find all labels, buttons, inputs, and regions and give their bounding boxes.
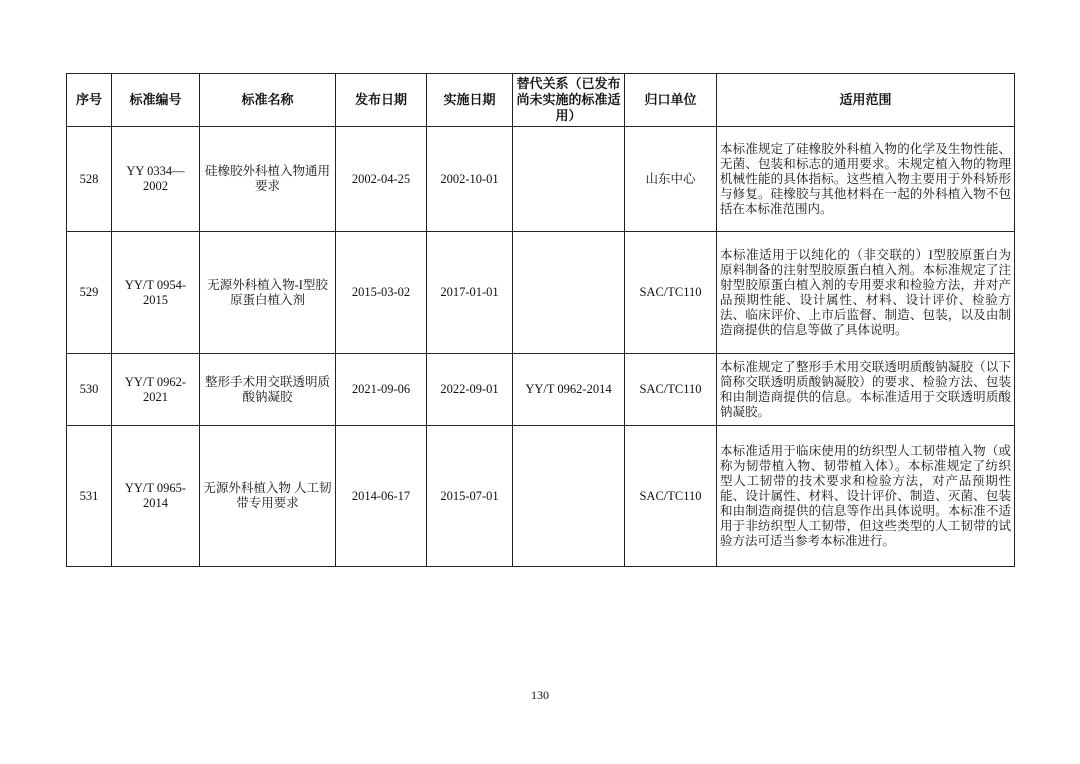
standards-table	[66, 73, 1015, 567]
table-row	[67, 354, 1015, 426]
cell-effective-date: 2002-10-01	[427, 127, 513, 232]
header-code: 标准编号	[112, 74, 200, 127]
table-row	[67, 232, 1015, 354]
cell-scope: 本标准规定了整形手术用交联透明质酸钠凝胶（以下简称交联透明质酸钠凝胶）的要求、检验方法、包装和由制造商提供的信息。本标准适用于交联透明质酸钠凝胶。	[717, 354, 1015, 426]
cell-name: 无源外科植入物-I型胶原蛋白植入剂	[200, 232, 336, 354]
page-number: 130	[531, 688, 549, 702]
cell-scope: 本标准规定了硅橡胶外科植入物的化学及生物性能、无菌、包装和标志的通用要求。未规定植入物的物理机械性能的具体指标。这些植入物主要用于外科矫形与修复。硅橡胶与其他材料在一起的外科植入物不包括在本标准范围内。	[717, 127, 1015, 232]
table-row	[67, 426, 1015, 567]
cell-scope: 本标准适用于临床使用的纺织型人工韧带植入物（或称为韧带植入物、韧带植入体）。本标准规定了纺织型人工韧带的技术要求和检验方法，对产品预期性能、设计属性、材料、设计评价、制造、灭菌、包装和由制造商提供的信息等作出具体说明。本标准不适用于非纺织型人工韧带，但这些类型的人工韧带的试验方法可适当参考本标准进行。	[717, 426, 1015, 567]
header-row	[67, 74, 1015, 127]
cell-seq: 530	[67, 354, 112, 426]
header-seq: 序号	[67, 74, 112, 127]
cell-unit: SAC/TC110	[625, 354, 717, 426]
cell-publish-date: 2015-03-02	[336, 232, 427, 354]
header-publish-date: 发布日期	[336, 74, 427, 127]
cell-replacement	[513, 232, 625, 354]
cell-publish-date: 2021-09-06	[336, 354, 427, 426]
cell-replacement	[513, 127, 625, 232]
cell-effective-date: 2017-01-01	[427, 232, 513, 354]
cell-unit: 山东中心	[625, 127, 717, 232]
header-scope: 适用范围	[717, 74, 1015, 127]
cell-name: 整形手术用交联透明质酸钠凝胶	[200, 354, 336, 426]
cell-code: YY/T 0954-2015	[112, 232, 200, 354]
cell-unit: SAC/TC110	[625, 426, 717, 567]
cell-code: YY 0334—2002	[112, 127, 200, 232]
cell-effective-date: 2022-09-01	[427, 354, 513, 426]
table-row	[67, 127, 1015, 232]
cell-publish-date: 2014-06-17	[336, 426, 427, 567]
header-replacement: 替代关系（已发布尚未实施的标准适用）	[513, 74, 625, 127]
cell-replacement: YY/T 0962-2014	[513, 354, 625, 426]
cell-name: 硅橡胶外科植入物通用要求	[200, 127, 336, 232]
cell-publish-date: 2002-04-25	[336, 127, 427, 232]
cell-name: 无源外科植入物 人工韧带专用要求	[200, 426, 336, 567]
cell-seq: 529	[67, 232, 112, 354]
cell-code: YY/T 0962-2021	[112, 354, 200, 426]
cell-scope: 本标准适用于以纯化的（非交联的）I型胶原蛋白为原料制备的注射型胶原蛋白植入剂。本标准规定了注射型胶原蛋白植入剂的专用要求和检验方法，并对产品预期性能、设计属性、材料、设计评价、检验方法、临床评价、上市后监督、制造、包装，以及由制造商提供的信息等做了具体说明。	[717, 232, 1015, 354]
cell-effective-date: 2015-07-01	[427, 426, 513, 567]
header-name: 标准名称	[200, 74, 336, 127]
cell-unit: SAC/TC110	[625, 232, 717, 354]
header-unit: 归口单位	[625, 74, 717, 127]
cell-code: YY/T 0965-2014	[112, 426, 200, 567]
header-effective-date: 实施日期	[427, 74, 513, 127]
cell-replacement	[513, 426, 625, 567]
cell-seq: 531	[67, 426, 112, 567]
cell-seq: 528	[67, 127, 112, 232]
